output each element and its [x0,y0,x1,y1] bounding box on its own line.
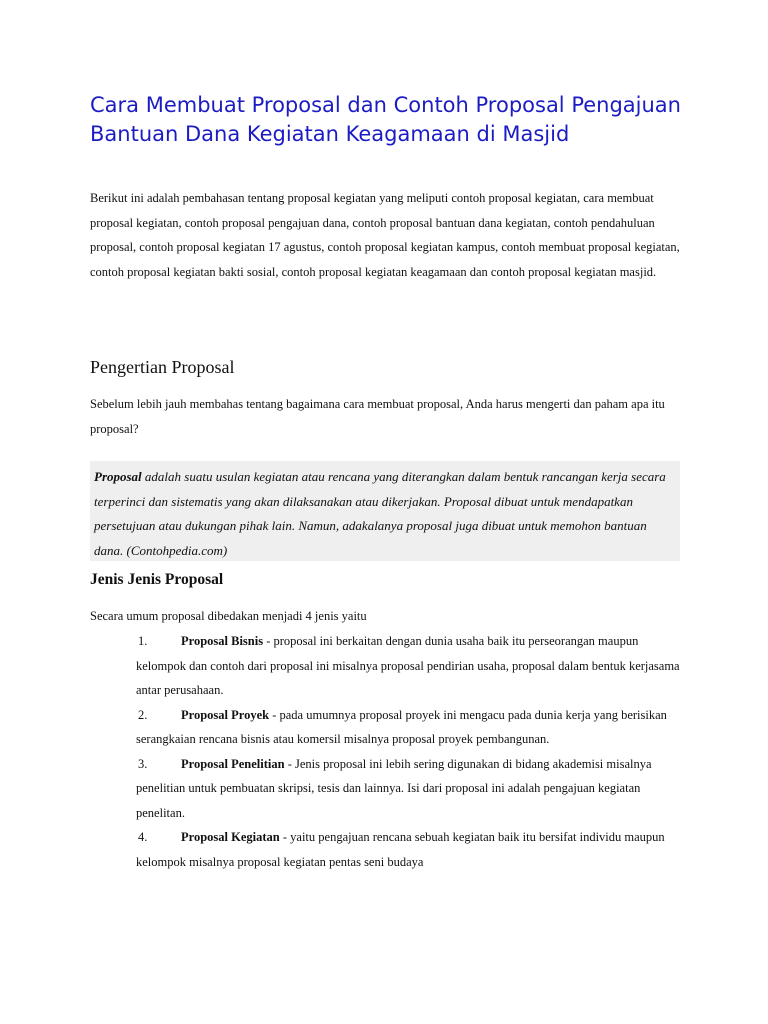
list-item [90,825,690,874]
definition-block [90,461,680,561]
definition-term: Proposal [94,469,142,484]
definition-text: adalah suatu usulan kegiatan atau rencana yang diterangkan dalam bentuk rancangan kerja secara terperinci dan sistematis yang akan dilaksanakan atau dikerjakan. Proposal dibuat untuk mendapatkan persetujuan atau dukungan pihak lain. Namun, adakalanya proposal juga dibuat untuk memohon bantuan dana. (Contohpedia.com) [94,469,666,558]
list-item-term: Proposal Bisnis [181,634,264,648]
list-item-description: - proposal ini berkaitan dengan dunia usaha baik itu perseorangan maupun kelompok dan contoh dari proposal ini misalnya proposal pendirian usaha, proposal dalam bentuk kerjasama antar perusahaan. [136,634,680,697]
page-title: Cara Membuat Proposal dan Contoh Proposal Pengajuan Bantuan Dana Kegiatan Keagamaan di Masjid [90,93,681,146]
list-item [90,752,690,826]
list-item-term: Proposal Kegiatan [181,830,280,844]
section-paragraph-pengertian: Sebelum lebih jauh membahas tentang bagaimana cara membuat proposal, Anda harus mengerti dan paham apa itu proposal? [90,397,665,436]
section-heading-pengertian: Pengertian Proposal [90,357,235,377]
intro-paragraph: Berikut ini adalah pembahasan tentang proposal kegiatan yang meliputi contoh proposal kegiatan, cara membuat proposal kegiatan, contoh proposal pengajuan dana, contoh proposal bantuan dana kegiatan, contoh pendahuluan proposal, contoh proposal kegiatan 17 agustus, contoh proposal kegiatan kampus, contoh membuat proposal kegiatan, contoh proposal kegiatan bakti sosial, contoh proposal kegiatan keagamaan dan contoh proposal kegiatan masjid. [90,191,680,279]
list-item-number: 4. [138,830,148,844]
list-item-number: 2. [138,707,148,722]
list-item-description: - Jenis proposal ini lebih sering digunakan di bidang akademisi misalnya penelitian untuk pembuatan skripsi, tesis dan lainnya. Isi dari proposal ini adalah pengajuan kegiatan penelitan. [136,756,652,820]
list-item-term: Proposal Penelitian [181,756,285,771]
list-item [90,629,690,703]
list-item [90,703,690,752]
list-item-number: 1. [138,634,148,648]
proposal-types-list [90,629,690,874]
list-item-description: - yaitu pengajuan rencana sebuah kegiatan baik itu bersifat individu maupun kelompok misalnya proposal kegiatan pentas seni budaya [136,830,665,869]
list-item-term: Proposal Proyek [181,707,270,722]
list-item-description: - pada umumnya proposal proyek ini mengacu pada dunia kerja yang berisikan serangkaian rencana bisnis atau komersil misalnya proposal proyek pembangunan. [136,707,667,746]
section-paragraph-jenis: Secara umum proposal dibedakan menjadi 4 jenis yaitu [90,609,367,623]
section-heading-jenis: Jenis Jenis Proposal [90,571,224,588]
list-item-number: 3. [138,756,148,771]
